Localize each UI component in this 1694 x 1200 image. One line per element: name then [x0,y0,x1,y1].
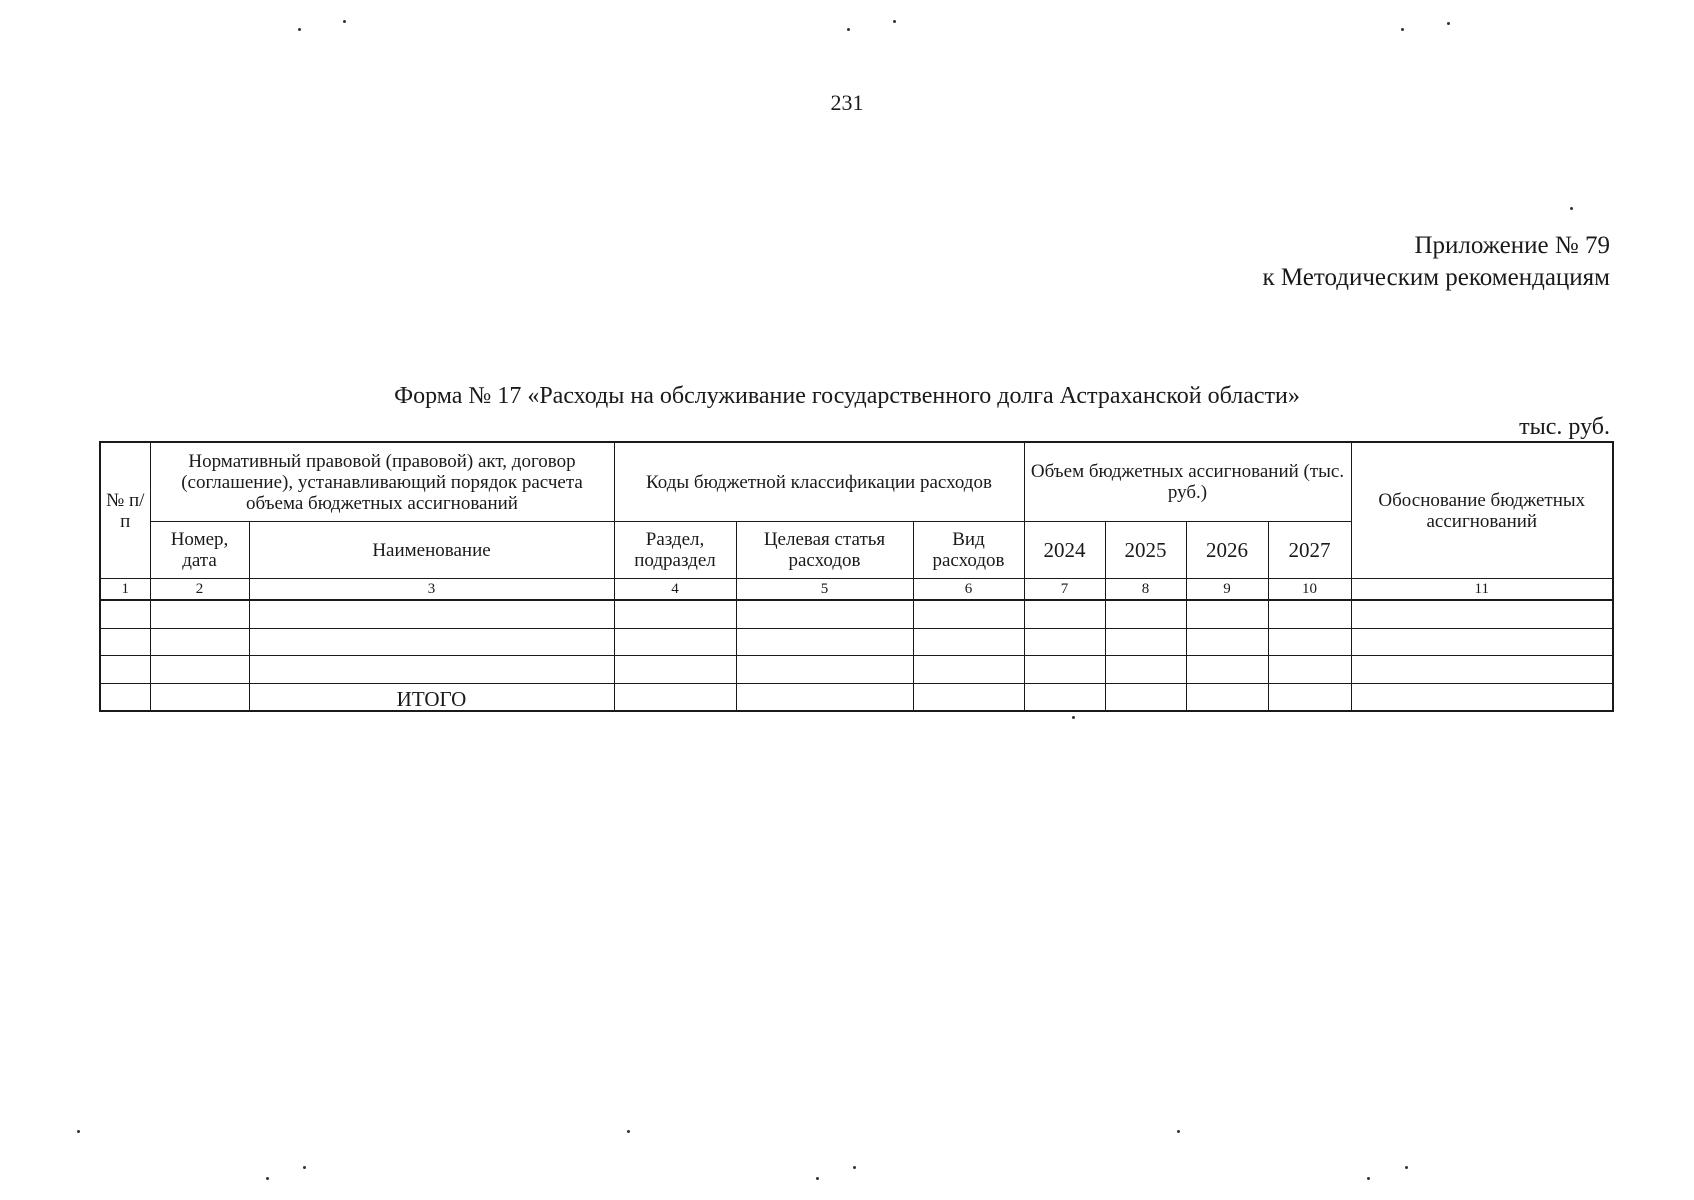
table-cell [150,656,249,683]
table-cell [1268,628,1351,655]
column-number: 3 [249,579,614,601]
total-label: ИТОГО [249,683,614,711]
table-cell [614,656,736,683]
scan-speck [893,20,896,23]
column-number: 8 [1105,579,1186,601]
column-number: 10 [1268,579,1351,601]
column-number: 1 [100,579,150,601]
column-number: 2 [150,579,249,601]
table-cell [1186,628,1268,655]
scan-speck [1177,1130,1180,1133]
table-row [100,628,1613,655]
table-cell [913,656,1024,683]
scan-speck [1570,207,1573,210]
table-cell [736,683,913,711]
scan-speck [627,1130,630,1133]
column-number: 11 [1351,579,1613,601]
table-cell [1351,628,1613,655]
table-cell [614,628,736,655]
header-year: 2024 [1024,522,1105,579]
header-year: 2026 [1186,522,1268,579]
header-col-justification: Обоснование бюджетных ассигнований [1351,442,1613,579]
header-target-article: Целевая статья расходов [736,522,913,579]
table-cell [736,600,913,628]
scan-speck [266,1177,269,1180]
scan-speck [77,1130,80,1133]
scan-speck [1072,716,1075,719]
column-number: 4 [614,579,736,601]
table-row [100,600,1613,628]
table-cell [736,656,913,683]
form-title: Форма № 17 «Расходы на обслуживание государственного долга Астраханской области» [394,383,1300,409]
header-year: 2025 [1105,522,1186,579]
appendix-reference: к Методическим рекомендациям [1262,264,1610,291]
table-cell [736,628,913,655]
header-year: 2027 [1268,522,1351,579]
table-cell [1351,600,1613,628]
table-cell [150,600,249,628]
scan-speck [1405,1166,1408,1169]
table-cell [913,683,1024,711]
table-cell [249,628,614,655]
table-cell [100,656,150,683]
scan-speck [343,20,346,23]
table-cell [614,600,736,628]
table-cell [913,600,1024,628]
table-cell [1105,683,1186,711]
table-cell [1186,683,1268,711]
column-number: 5 [736,579,913,601]
table-cell [1024,628,1105,655]
page-number: 231 [830,90,864,115]
form-table [99,441,1614,712]
table-cell [1024,656,1105,683]
table-cell [1105,628,1186,655]
appendix-number: Приложение № 79 [1414,232,1610,259]
header-col-num: № п/п [100,442,150,579]
header-name: Наименование [249,522,614,579]
table-cell [150,628,249,655]
scan-speck [298,28,301,31]
column-number: 9 [1186,579,1268,601]
header-group-volume: Объем бюджетных ассигнований (тыс. руб.) [1024,442,1351,522]
column-number-row [100,579,1613,601]
table-cell [249,656,614,683]
table-cell [1268,683,1351,711]
table-cell [249,600,614,628]
table-cell [1268,600,1351,628]
table-cell [150,683,249,711]
scan-speck [1367,1177,1370,1180]
scan-speck [847,28,850,31]
table-cell [1186,600,1268,628]
header-group-act: Нормативный правовой (правовой) акт, договор (соглашение), устанавливающий порядок расчета объема бюджетных ассигнований [150,442,614,522]
column-number: 6 [913,579,1024,601]
appendix-heading [1262,230,1610,294]
table-cell [1105,600,1186,628]
table-cell [100,600,150,628]
scan-speck [1447,22,1450,25]
table-cell [100,683,150,711]
table-cell [1186,656,1268,683]
table-cell [1351,683,1613,711]
scan-speck [816,1177,819,1180]
scan-speck [303,1166,306,1169]
header-group-codes: Коды бюджетной классификации расходов [614,442,1024,522]
header-expense-type: Вид расходов [913,522,1024,579]
table-cell [913,628,1024,655]
table-row [100,656,1613,683]
table-cell [100,628,150,655]
table-cell [614,683,736,711]
table-cell [1024,683,1105,711]
table-cell [1268,656,1351,683]
header-section: Раздел, подраздел [614,522,736,579]
total-row [100,683,1613,711]
header-number-date: Номер, дата [150,522,249,579]
scan-speck [853,1166,856,1169]
table-cell [1351,656,1613,683]
header-row-1 [100,442,1613,522]
table-cell [1024,600,1105,628]
table-cell [1105,656,1186,683]
scan-speck [1401,28,1404,31]
units-label: тыс. руб. [1519,414,1610,440]
column-number: 7 [1024,579,1105,601]
